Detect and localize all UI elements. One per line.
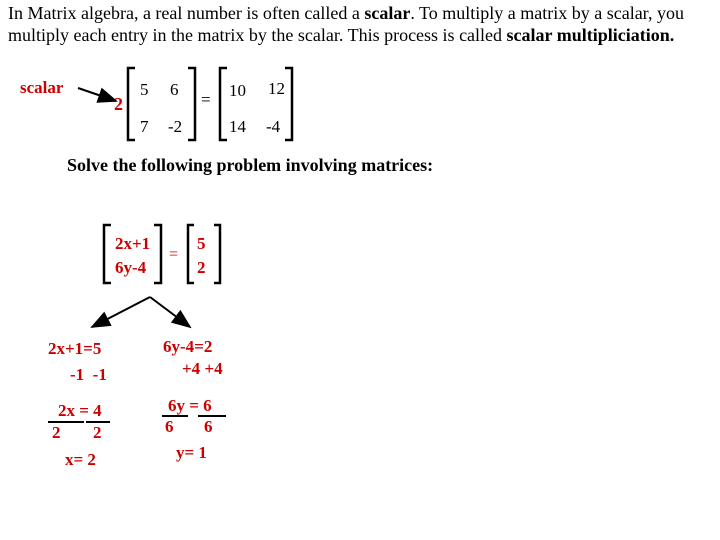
matrix-result-r2c1: 14 (229, 117, 246, 136)
matrix-result-right-bracket (285, 68, 292, 140)
example-equals-sign: = (201, 90, 211, 109)
y-divisor-right: 6 (204, 417, 213, 436)
branch-arrow-right (150, 297, 190, 327)
matrix-result-r1c1: 10 (229, 81, 246, 100)
y-divisor-left: 6 (165, 417, 174, 436)
matrix-a-r1c2: 6 (170, 80, 179, 99)
problem-left-bracket-open (104, 225, 111, 283)
y-step-add: +4 +4 (182, 359, 223, 378)
matrix-result-r1c2: 12 (268, 79, 285, 98)
intro-term-process: scalar multipliciation. (506, 25, 675, 45)
scalar-label: scalar (20, 78, 64, 97)
matrix-a-left-bracket (128, 68, 135, 140)
x-step-subtract: -1 -1 (70, 365, 107, 384)
intro-part2: . To multiply a matrix by a scalar, you multiply each entry in the matrix by the scalar. This process is called (8, 3, 684, 45)
branch-arrow-left (92, 297, 150, 327)
matrix-a-r1c1: 5 (140, 80, 149, 99)
problem-equals-sign: = (169, 246, 179, 263)
x-result: x= 2 (65, 450, 96, 469)
problem-right-row1: 5 (197, 234, 206, 253)
problem-instruction: Solve the following problem involving matrices: (67, 155, 434, 175)
matrix-a-right-bracket (188, 68, 195, 140)
scalar-value: 2 (114, 94, 123, 114)
problem-left-row2: 6y-4 (115, 258, 147, 277)
matrix-result-r2c2: -4 (266, 117, 281, 136)
matrix-result-left-bracket (220, 68, 227, 140)
y-result: y= 1 (176, 443, 207, 462)
y-equation-2: 6y = 6 (168, 396, 212, 415)
x-equation-2: 2x = 4 (58, 401, 102, 420)
matrix-a-r2c2: -2 (168, 117, 183, 136)
problem-right-bracket-open (188, 225, 194, 283)
scalar-arrow (78, 88, 116, 101)
x-divisor-left: 2 (52, 423, 61, 442)
intro-part1: In Matrix algebra, a real number is often called a (8, 3, 365, 23)
x-divisor-right: 2 (93, 423, 102, 442)
problem-left-row1: 2x+1 (115, 234, 151, 253)
problem-right-bracket-close (214, 225, 220, 283)
matrix-a-r2c1: 7 (140, 117, 149, 136)
y-equation: 6y-4=2 (163, 337, 213, 356)
intro-term-scalar: scalar (364, 3, 411, 23)
problem-left-bracket-close (154, 225, 161, 283)
problem-right-row2: 2 (197, 258, 206, 277)
x-equation: 2x+1=5 (48, 339, 102, 358)
